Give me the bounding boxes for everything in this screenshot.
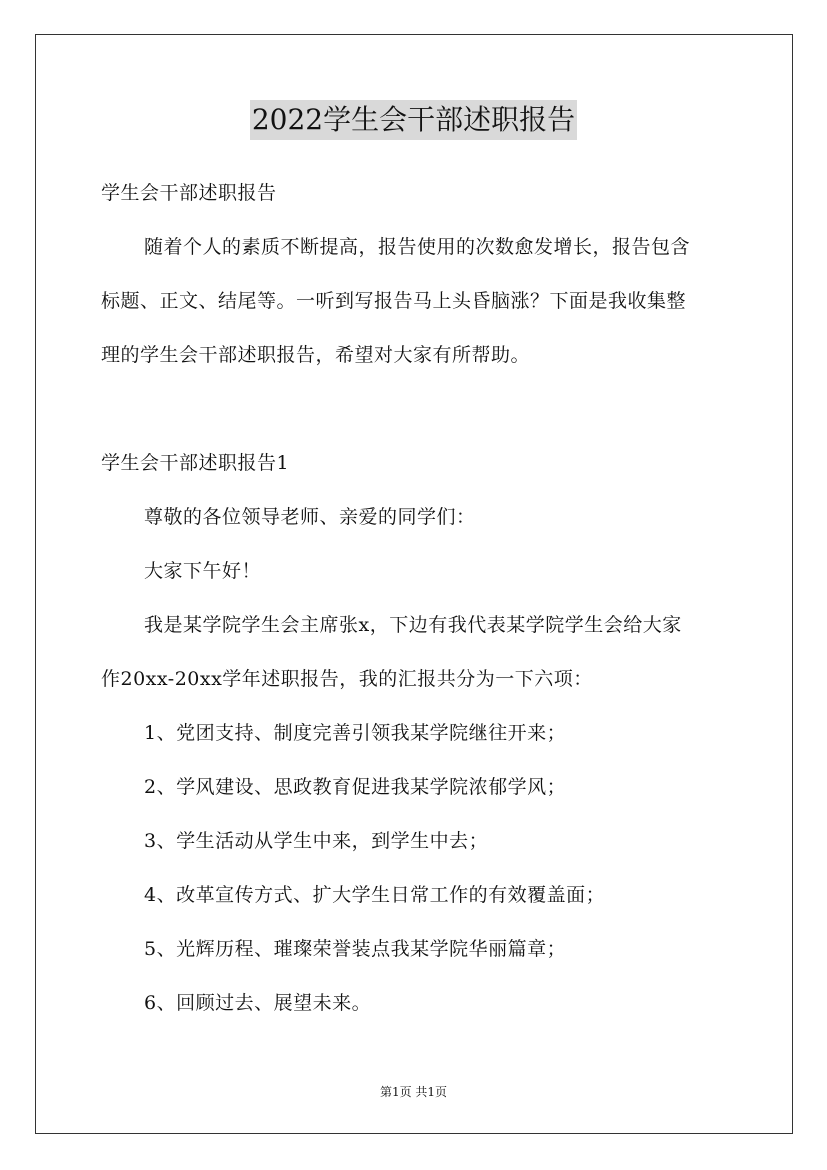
list-item: 4、改革宣传方式、扩大学生日常工作的有效覆盖面； bbox=[144, 884, 606, 906]
list-item: 6、回顾过去、展望未来。 bbox=[144, 992, 372, 1014]
section-heading: 学生会干部述职报告 bbox=[101, 182, 277, 204]
salutation: 尊敬的各位领导老师、亲爱的同学们： bbox=[144, 506, 476, 528]
section-heading: 学生会干部述职报告1 bbox=[101, 452, 290, 474]
list-item: 5、光辉历程、璀璨荣誉装点我某学院华丽篇章； bbox=[144, 938, 567, 960]
paragraph-line: 理的学生会干部述职报告，希望对大家有所帮助。 bbox=[101, 344, 531, 366]
title-container bbox=[0, 100, 827, 140]
list-item: 2、学风建设、思政教育促进我某学院浓郁学风； bbox=[144, 776, 567, 798]
greeting: 大家下午好！ bbox=[144, 560, 262, 582]
paragraph-line: 作20xx-20xx学年述职报告，我的汇报共分为一下六项： bbox=[101, 668, 593, 690]
paragraph-line: 随着个人的素质不断提高，报告使用的次数愈发增长，报告包含 bbox=[144, 236, 691, 258]
list-item: 1、党团支持、制度完善引领我某学院继往开来； bbox=[144, 722, 567, 744]
list-item: 3、学生活动从学生中来，到学生中去； bbox=[144, 830, 489, 852]
paragraph-line: 标题、正文、结尾等。一听到写报告马上头昏脑涨？下面是我收集整 bbox=[101, 290, 687, 312]
paragraph-line: 我是某学院学生会主席张x，下边有我代表某学院学生会给大家 bbox=[144, 614, 682, 636]
document-title: 2022学生会干部述职报告 bbox=[250, 100, 577, 140]
page-footer: 第1页 共1页 bbox=[379, 1085, 448, 1099]
